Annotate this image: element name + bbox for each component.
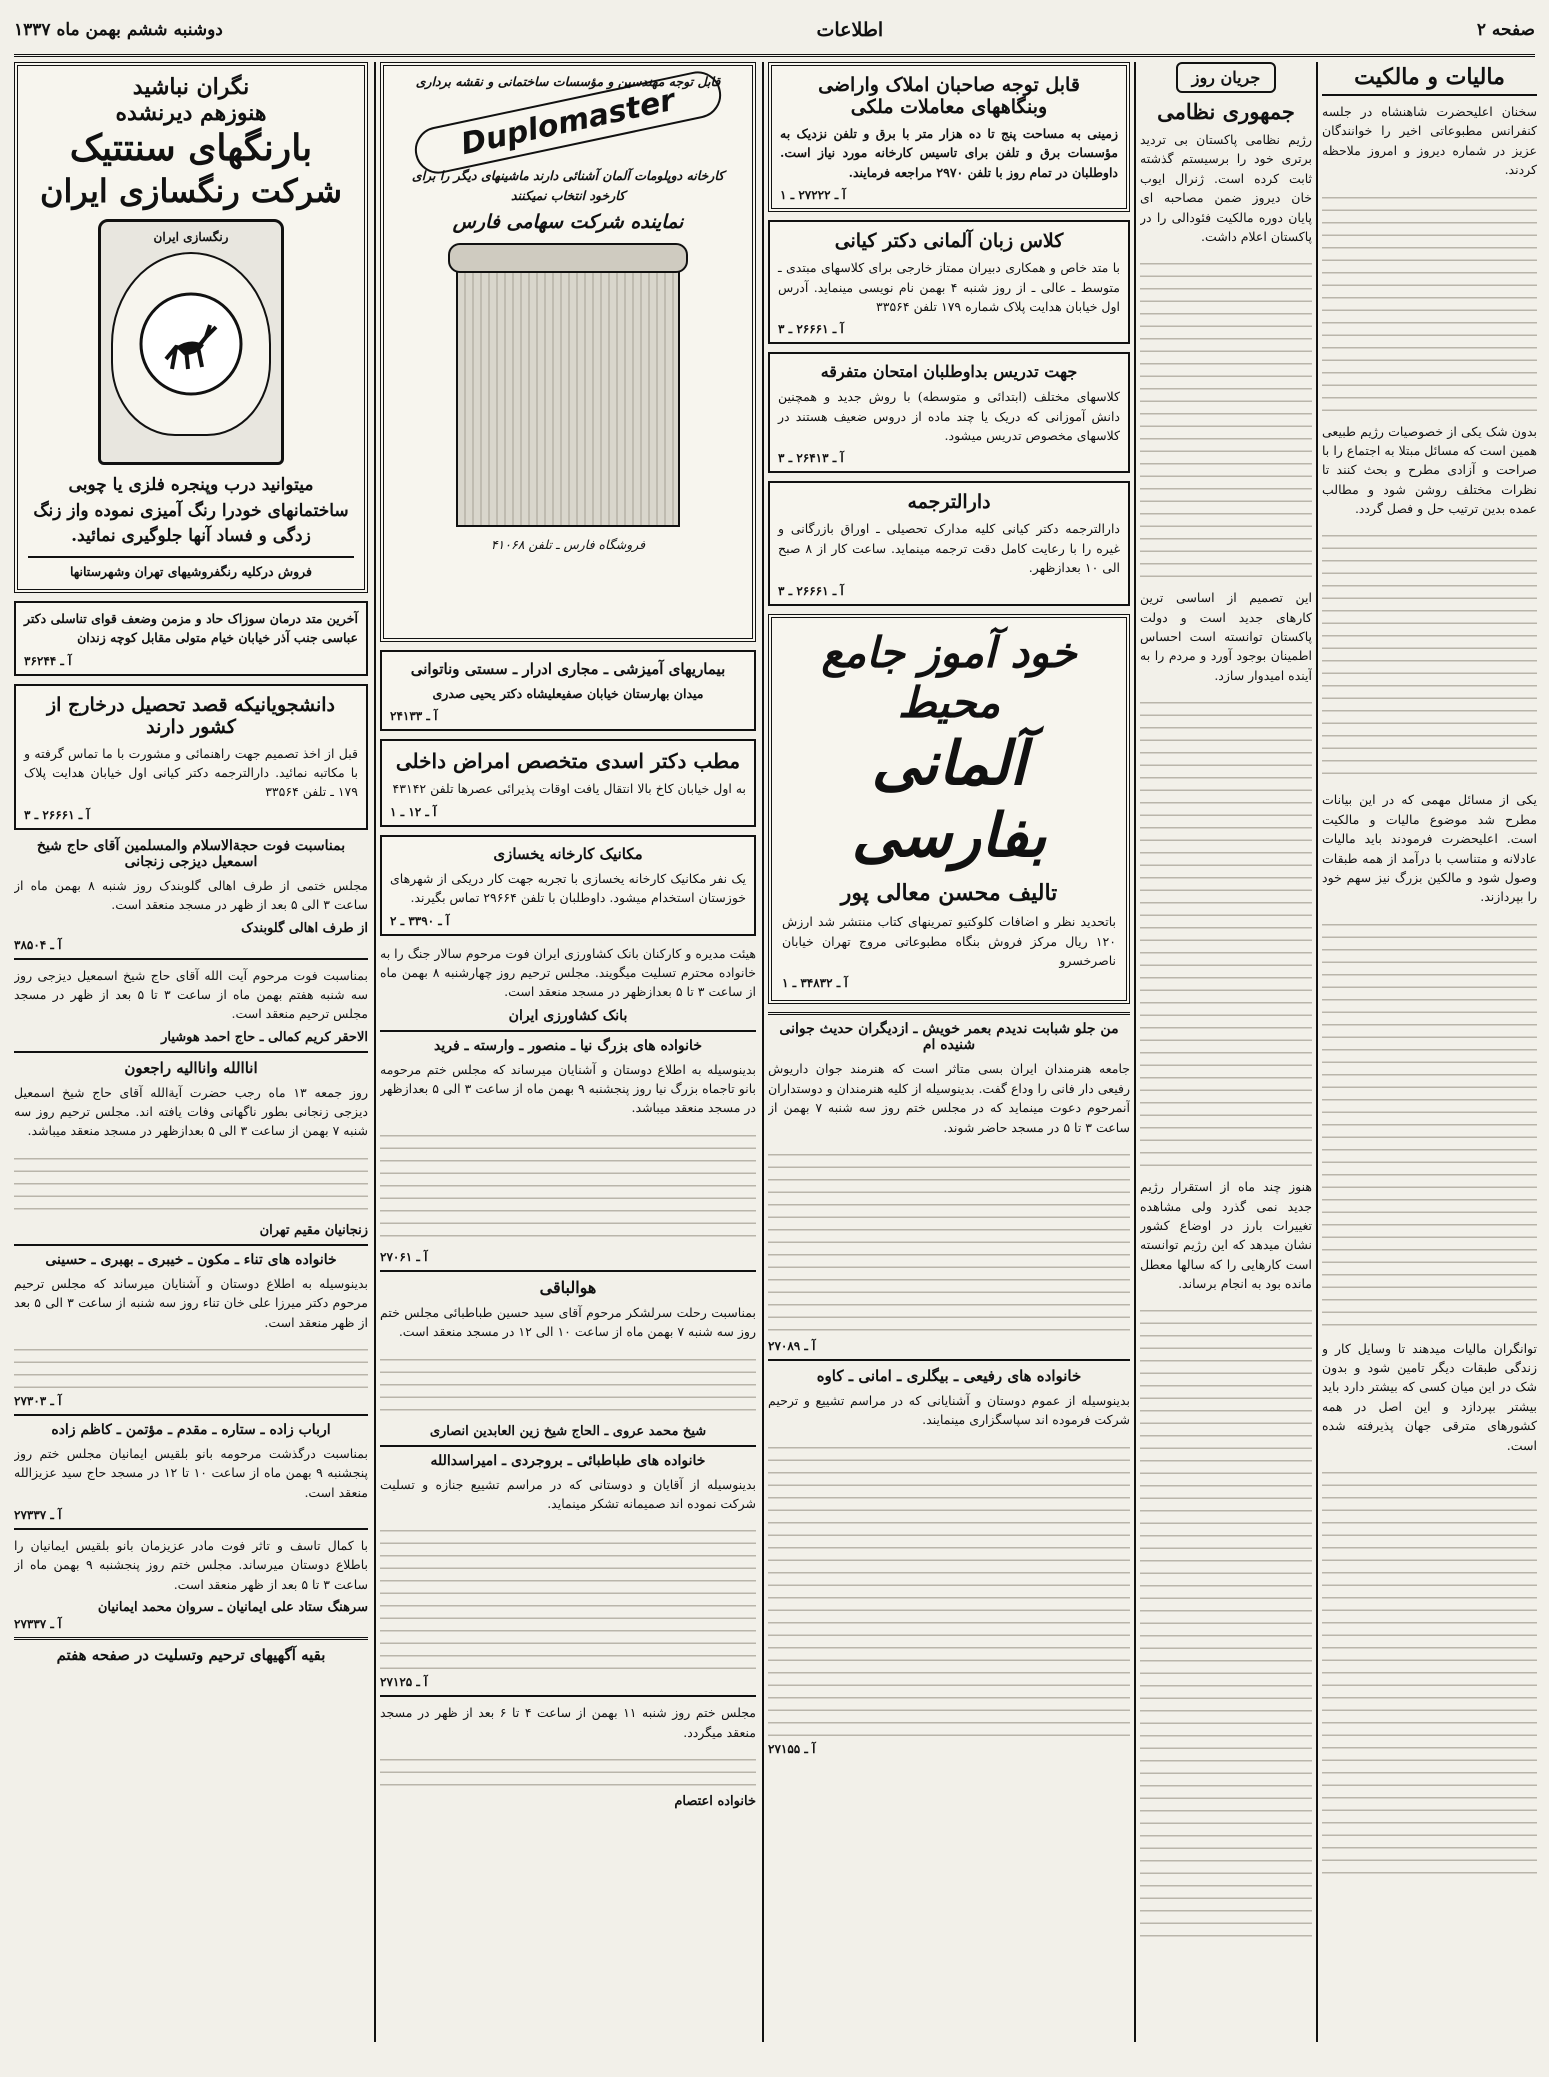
ad-code: آ ـ ۲۶۶۶۱ ـ ۳ [778, 322, 844, 337]
notice-sign: بانک کشاورزی ایران [508, 1007, 628, 1024]
article-text-block [1322, 186, 1537, 416]
issue-date: دوشنبه ششم بهمن ماه ۱۳۳۷ [14, 20, 223, 40]
ad-clinic [14, 601, 368, 676]
ad-body: دارالترجمه دکتر کیانی کلیه مدارک تحصیلی ـ اوراق بازرگانی و غیره را با رعایت کامل دقت ترجمه مینماید. ساعت کار از ۸ صبح الی ۱۰ بعدازظهر. [778, 521, 1120, 576]
notice-text-block [768, 1436, 1130, 1736]
notice-title: خانواده های رفیعی ـ بیگلری ـ امانی ـ کاوه [816, 1366, 1082, 1385]
notice-title: بمناسبت فوت حجةالاسلام والمسلمین آقای حاج شیخ اسمعیل دیزجی زنجانی [36, 837, 346, 870]
ad-tutoring [768, 352, 1130, 473]
continued-footer: بقیه آگهیهای ترحیم وتسلیت در صفحه هفتم [56, 1646, 326, 1665]
column-rule [374, 62, 376, 2042]
ad-code: آ ـ ۳۳۹۰ ـ ۲ [390, 913, 450, 928]
notice-body: مجلس ختم روز شنبه ۱۱ بهمن از ساعت ۴ تا ۶ بعد از ظهر در مسجد منعقد میگردد. [380, 1705, 756, 1740]
page-number: صفحه ۲ [1476, 20, 1535, 40]
column-daily-events [1140, 62, 1312, 2057]
ad-title: مطب دکتر اسدی متخصص امراض داخلی [395, 749, 741, 774]
notice-sign: از طرف اهالی گلوبندک [241, 920, 368, 936]
ad-code: آ ـ ۱۲ ـ ۱ [390, 804, 437, 819]
notice-sign: زنجانیان مقیم تهران [259, 1222, 368, 1238]
divider [380, 1445, 756, 1447]
ad-code: آ ـ ۳۴۸۳۲ ـ ۱ [782, 976, 848, 991]
notice-sign: خانواده اعتصام [674, 1794, 756, 1809]
divider [14, 1637, 368, 1640]
article-paragraph: رژیم نظامی پاکستان بی تردید برتری خود را برسیستم گذشته ثابت کرده است. ژنرال ایوب خان دیروز ضمن مصاحبه ای پایان دوره مالکیت فئودالی را در پاکستان اعلام داشت. [1140, 132, 1312, 244]
ad-land-wanted [768, 62, 1130, 212]
ad-body: یک نفر مکانیک کارخانه یخسازی با تجربه جهت کار دریکی از شهرهای خوزستان استخدام میشود. داوطلبان با تلفن ۲۹۶۶۴ تماس بگیرند. [390, 870, 746, 906]
ad-body: با متد خاص و همکاری دبیران ممتاز خارجی برای کلاسهای مبتدی ـ متوسط ـ عالی ـ از روز شنبه ۴ بهمن نام نویسی مینماید. آدرس اول خیابان هدایت پلاک شماره ۱۷۹ تلفن ۳۳۵۶۴ [778, 260, 1120, 314]
notice-title: من جلو شبابت ندیدم بعمر خویش ـ ازدیگران حدیث جوانی شنیده ام [779, 1021, 1119, 1054]
notice-title: خانواده های تناء ـ مکون ـ خیبری ـ بهبری ـ حسینی [45, 1251, 337, 1268]
notice-title: هوالباقی [539, 1277, 597, 1297]
article-title: جمهوری نظامی [1157, 99, 1295, 124]
column-rule [1134, 62, 1136, 2042]
notice-code: آ ـ ۲۷۳۳۷ [14, 1508, 62, 1522]
ad-doctor-sadri [380, 650, 756, 731]
ad-agent: نماینده شرکت سهامی فارس [452, 211, 684, 234]
notice-body: بدینوسیله به اطلاع دوستان و آشنایان میرساند که مجلس ختم مرحومه بانو تاجماه بزرگ نیا روز پنجشنبه ۹ بهمن ماه از ساعت ۳ الی ۵ بعدازظهر در مسجد منعقد میباشد. [380, 1061, 756, 1116]
newspaper-name: اطلاعات [816, 19, 884, 41]
ad-title: قابل توجه صاحبان املاک واراضی وبنگاههای معاملات ملکی [818, 74, 1080, 118]
ad-title: دانشجویانیکه قصد تحصیل درخارج از کشور دارند [46, 693, 336, 738]
ad-ice-mechanic [380, 835, 756, 936]
article-paragraph: توانگران مالیات میدهند تا وسایل کار و زندگی طبقات دیگر تامین شود و بدون شک در این میان کسی که بیشتر دارد باید بیشتر بپردازد و این اصل در همه کشورهای مترقی جهان پذیرفته شده است. [1322, 1340, 1537, 1453]
ad-body: قبل از اخذ تصمیم جهت راهنمائی و مشورت با ما تماس گرفته و با مکاتبه نمائید. دارالترجمه دکتر کیانی اول خیابان هدایت پلاک ۱۷۹ ـ تلفن ۳۳۵۶۴ [24, 745, 358, 800]
ad-body: کلاسهای مختلف (ابتدائی و متوسطه) با روش جدید و همچنین دانش آموزانی که دریک یا چند ماده از دروس ضعیف هستند در کلاسهای مخصوص تدریس میشود. [778, 389, 1120, 443]
notice-body: با کمال تاسف و تاثر فوت مادر عزیزمان بانو بلقیس ایمانیان را باطلاع دوستان میرساند. مجلس ختم روز پنجشنبه ۹ بهمن ماه از ساعت ۳ تا ۵ بعد از ظهر منعقد است. [14, 1538, 368, 1592]
divider [14, 958, 368, 960]
section-badge: جریان روز [1176, 62, 1277, 93]
article-text-block [1140, 1299, 1312, 1939]
notice-text-block [380, 1748, 756, 1788]
article-text-block [1140, 691, 1312, 1171]
book-author: تالیف محسن معالی پور [840, 880, 1058, 907]
divider [380, 1695, 756, 1697]
ad-german-book [768, 614, 1130, 1005]
ad-synthetic-paint [14, 62, 368, 593]
notice-title: خانواده های طباطبائی ـ بروجردی ـ امیراسدالله [430, 1452, 706, 1469]
notice-sign: الاحقر کریم کمالی ـ حاج احمد هوشیار [161, 1029, 368, 1045]
ad-title: بیماریهای آمیزشی ـ مجاری ادرار ـ سستی وناتوانی [410, 660, 726, 678]
ad-body: آخرین متد درمان سوزاک حاد و مزمن وضعف قوای تناسلی دکتر عباسی جنب آذر خیابان خیام متولی مقابل کوچه زندان [24, 610, 358, 646]
ad-code: آ ـ ۲۶۴۱۳ ـ ۳ [778, 451, 844, 466]
ad-top: نگران نباشید [132, 74, 250, 100]
notice-body: بمناسبت درگذشت مرحومه بانو بلقیس ایمانیان مجلس ختم روز پنجشنبه ۹ بهمن ماه از ساعت ۱۰ تا ۱۲ در مسجد حاج سید عزیزالله منعقد است. [14, 1445, 368, 1500]
notice-code: آ ـ ۲۷۱۵۵ [768, 1741, 816, 1756]
page-header [14, 6, 1535, 57]
article-text-block [1322, 1461, 1537, 1881]
article-text-block [1140, 252, 1312, 582]
column-editorial-tax [1322, 62, 1537, 2057]
divider [768, 1359, 1130, 1361]
ad-duplomaster [380, 62, 756, 642]
paint-can-label [111, 252, 271, 436]
column-rule [762, 62, 764, 2042]
notice-title: اناالله وانااليه راجعون [124, 1058, 258, 1077]
notice-code: آ ـ ۲۷۳۳۷ [14, 1617, 62, 1632]
paint-can-brand: رنگسازی ایران [153, 230, 229, 244]
notice-title: ارباب زاده ـ ستاره ـ مقدم ـ مؤتمن ـ کاظم زاده [51, 1421, 331, 1438]
column-ads-middle-right [768, 62, 1130, 2057]
column-ads-left [14, 62, 368, 2057]
notice-body: مجلس ختمی از طرف اهالی گلوبندک روز شنبه ۸ بهمن ماه از ساعت ۳ الی ۵ بعد از ظهر در مسجد منعقد است. [14, 877, 368, 913]
ad-translation [768, 481, 1130, 605]
divider [14, 1244, 368, 1246]
notice-code: آ ـ ۳۸۵۰۴ [14, 937, 62, 952]
ad-body: باتحدید نظر و اضافات کلوکتیو تمرینهای کتاب منتشر شد ارزش ۱۲۰ ریال مرکز فروش بنگاه مطبوعاتی مروج تهران خیابان ناصرخسرو [782, 914, 1116, 969]
article-paragraph: این تصمیم از اساسی ترین کارهای جدید است و دولت پاکستان توانسته است احساس اطمینان بوجود آورد و مردم را به آینده امیدوار سازد. [1140, 590, 1312, 683]
ad-doctor-asadi [380, 739, 756, 826]
notice-text-block [380, 1519, 756, 1669]
article-paragraph: یکی از مسائل مهمی که در این بیانات مطرح شد موضوع مالیات و مالکیت است. اعلیحضرت فرمودند باید مالیات عادلانه و متناسب با درآمد از همه طبقات وصول شود و مالکین بزرگ نیز سهم خود را بپردازند. [1322, 792, 1537, 905]
divider [768, 1012, 1130, 1015]
paint-can-illustration [98, 219, 284, 465]
notice-title: خانواده های بزرگ نیا ـ منصور ـ وارسته ـ فرید [434, 1037, 702, 1054]
column-rule [1316, 62, 1318, 2042]
column-ads-middle-left [380, 62, 756, 2057]
ad-code: آ ـ ۲۶۶۶۱ ـ ۳ [778, 583, 844, 598]
notice-code: آ ـ ۲۷۰۶۱ [380, 1249, 428, 1264]
ad-title: دارالترجمه [907, 491, 991, 514]
ad-line: کارخانه دوپلومات آلمان آشنائی دارند ماشینهای دیگر را برای کارخود انتخاب نمیکنند [411, 168, 725, 203]
notice-body: بدینوسیله از عموم دوستان و آشنایانی که در مراسم تشییع و ترحیم شرکت فرموده اند سپاسگزاری مینمایند. [768, 1392, 1130, 1428]
article-paragraph: بدون شک یکی از خصوصیات رژیم طبیعی همین است که مسائل مبتلا به اجتماع را با صراحت و آزادی مطرح و بحث کنند تا نظرات مختلف روشن شود و مطالب عمده بدین ترتیب حل و فصل گردد. [1322, 423, 1537, 516]
divider [380, 1270, 756, 1272]
duplicator-machine-illustration [456, 263, 680, 527]
book-title-line1: خود آموز جامع محیط [821, 627, 1077, 727]
article-paragraph: سخنان اعلیحضرت شاهنشاه در جلسه کنفرانس مطبوعاتی اخیر را خوانندگان عزیز در شماره دیروز و امروز ملاحظه کردند. [1322, 104, 1537, 178]
divider [14, 1051, 368, 1053]
ad-code: آ ـ ۳۶۲۴۴ [24, 653, 72, 668]
divider [14, 1528, 368, 1530]
notice-body: بدینوسیله به اطلاع دوستان و آشنایان میرساند که مجلس ترحیم مرحوم دکتر میرزا علی خان تناء روز سه شنبه از ساعت ۳ الی ۵ بعد از ظهر منعقد است. [14, 1275, 368, 1330]
notice-body: روز جمعه ۱۳ ماه رجب حضرت آیةالله آقای حاج شیخ اسمعیل دیزجی زنجانی بطور ناگهانی وفات یافته اند. مجلس ترحیم روز سه شنبه ۷ بهمن از ساعت ۳ الی ۵ بعدازظهر در مسجد منعقد میباشد. [14, 1084, 368, 1139]
book-title-line2: آلمانی بفارسی [851, 729, 1047, 872]
notice-sign: شیخ محمد عروی ـ الحاج شیخ زین العابدین انصاری [429, 1423, 707, 1439]
ad-code: آ ـ ۲۷۲۲۲ ـ ۱ [780, 188, 846, 203]
notice-body: بمناسبت فوت مرحوم آیت الله آقای حاج شیخ اسمعیل دیزجی روز سه شنبه هفتم بهمن ماه از ساعت ۳ تا ۵ بعد از ظهر در مسجد مجلس ترحیم منعقد است. [14, 967, 368, 1022]
ad-body: زمینی به مساحت پنج تا ده هزار متر با برق و تلفن نزدیک به مؤسسات برق و تلفن برای تاسیس کارخانه مورد نیاز است. داوطلبان در تمام روز با تلفن ۲۹۷۰ مراجعه فرمایند. [780, 126, 1118, 180]
deer-logo-icon [136, 289, 246, 399]
ad-code: آ ـ ۲۶۶۶۱ ـ ۳ [24, 807, 90, 822]
notice-body: بدینوسیله از آقایان و دوستانی که در مراسم تشییع جنازه و تسلیت شرکت نموده اند صمیمانه تشکر مینماید. [380, 1476, 756, 1511]
article-text-block [1322, 524, 1537, 784]
notice-sign: سرهنگ ستاد علی ایمانیان ـ سروان محمد ایمانیان [97, 1600, 368, 1616]
ad-address: فروشگاه فارس ـ تلفن ۴۱۰۶۸ [490, 537, 646, 553]
notice-text-block [768, 1143, 1130, 1333]
ad-code: آ ـ ۲۴۱۳۳ [390, 709, 438, 724]
divider [380, 1030, 756, 1032]
ad-foot: فروش درکلیه رنگفروشیهای تهران وشهرستانها [28, 556, 354, 581]
ad-body: میتوانید درب وپنجره فلزی یا چوبی ساختمانهای خودرا رنگ آمیزی نموده واز زنگ زدگی و فساد آنها جلوگیری نمائید. [33, 475, 349, 546]
notice-code: آ ـ ۲۷۰۸۹ [768, 1338, 816, 1353]
article-paragraph: هنوز چند ماه از استقرار رژیم جدید نمی گذرد ولی مشاهده تغییرات بارز در اوضاع کشور نشان میدهد که این رژیم توانسته است کارهایی را که سالها معطل مانده بود به انجام برساند. [1140, 1179, 1312, 1291]
ad-title: کلاس زبان آلمانی دکتر کیانی [834, 230, 1064, 253]
ad-top-text: قابل توجه مهندسین و مؤسسات ساختمانی و نقشه برداری [415, 74, 721, 89]
ad-headline: بارنگهای سنتتیک [69, 127, 313, 169]
ad-line: هنوزهم دیرنشده [115, 100, 267, 126]
article-title: مالیات و مالکیت [1322, 64, 1537, 96]
notice-text-block [380, 1348, 756, 1418]
notice-text-block [380, 1124, 756, 1244]
ad-title: مکانیک کارخانه یخسازی [493, 844, 643, 863]
article-text-block [1322, 913, 1537, 1333]
ad-students-abroad [14, 684, 368, 830]
notice-code: آ ـ ۲۷۳۰۳ [14, 1393, 62, 1408]
notice-body: هیئت مدیره و کارکنان بانک کشاورزی ایران فوت مرحوم سالار جنگ را به خانواده محترم تسلیت میگویند. مجلس ترحیم روز چهارشنبه ۸ بهمن ماه از ساعت ۳ تا ۵ بعدازظهر در مسجد منعقد است. [380, 945, 756, 1000]
notice-text-block [14, 1338, 368, 1388]
notice-body: بمناسبت رحلت سرلشکر مرحوم آقای سید حسین طباطبائی مجلس ختم روز سه شنبه ۷ بهمن ماه از ساعت ۱۰ الی ۱۲ در مسجد منعقد است. [380, 1304, 756, 1340]
ad-german-class [768, 220, 1130, 344]
machine-roller [448, 243, 688, 273]
ad-body: به اول خیابان کاخ بالا انتقال یافت اوقات پذیرائی عصرها تلفن ۴۳۱۴۲ [392, 781, 746, 797]
notice-text-block [14, 1147, 368, 1217]
notice-code: آ ـ ۲۷۱۲۵ [380, 1675, 428, 1690]
notice-body: جامعه هنرمندان ایران بسی متاثر است که هنرمند جوان داریوش رفیعی دار فانی را وداع گفت. بدینوسیله از کلیه هنرمندان و دوستداران آنمرحوم دعوت مینماید که در مجلس ختم روز سه شنبه ۷ بهمن از ساعت ۳ تا ۵ در مسجد حاضر شوند. [768, 1061, 1130, 1135]
ad-body: میدان بهارستان خیابان صفیعلیشاه دکتر یحیی صدری [432, 686, 704, 701]
ad-title: جهت تدریس بداوطلبان امتحان متفرقه [820, 362, 1078, 382]
duplomaster-logo: Duplomaster [411, 67, 726, 178]
divider [14, 1414, 368, 1416]
ad-company: شرکت رنگسازی ایران [39, 172, 343, 210]
